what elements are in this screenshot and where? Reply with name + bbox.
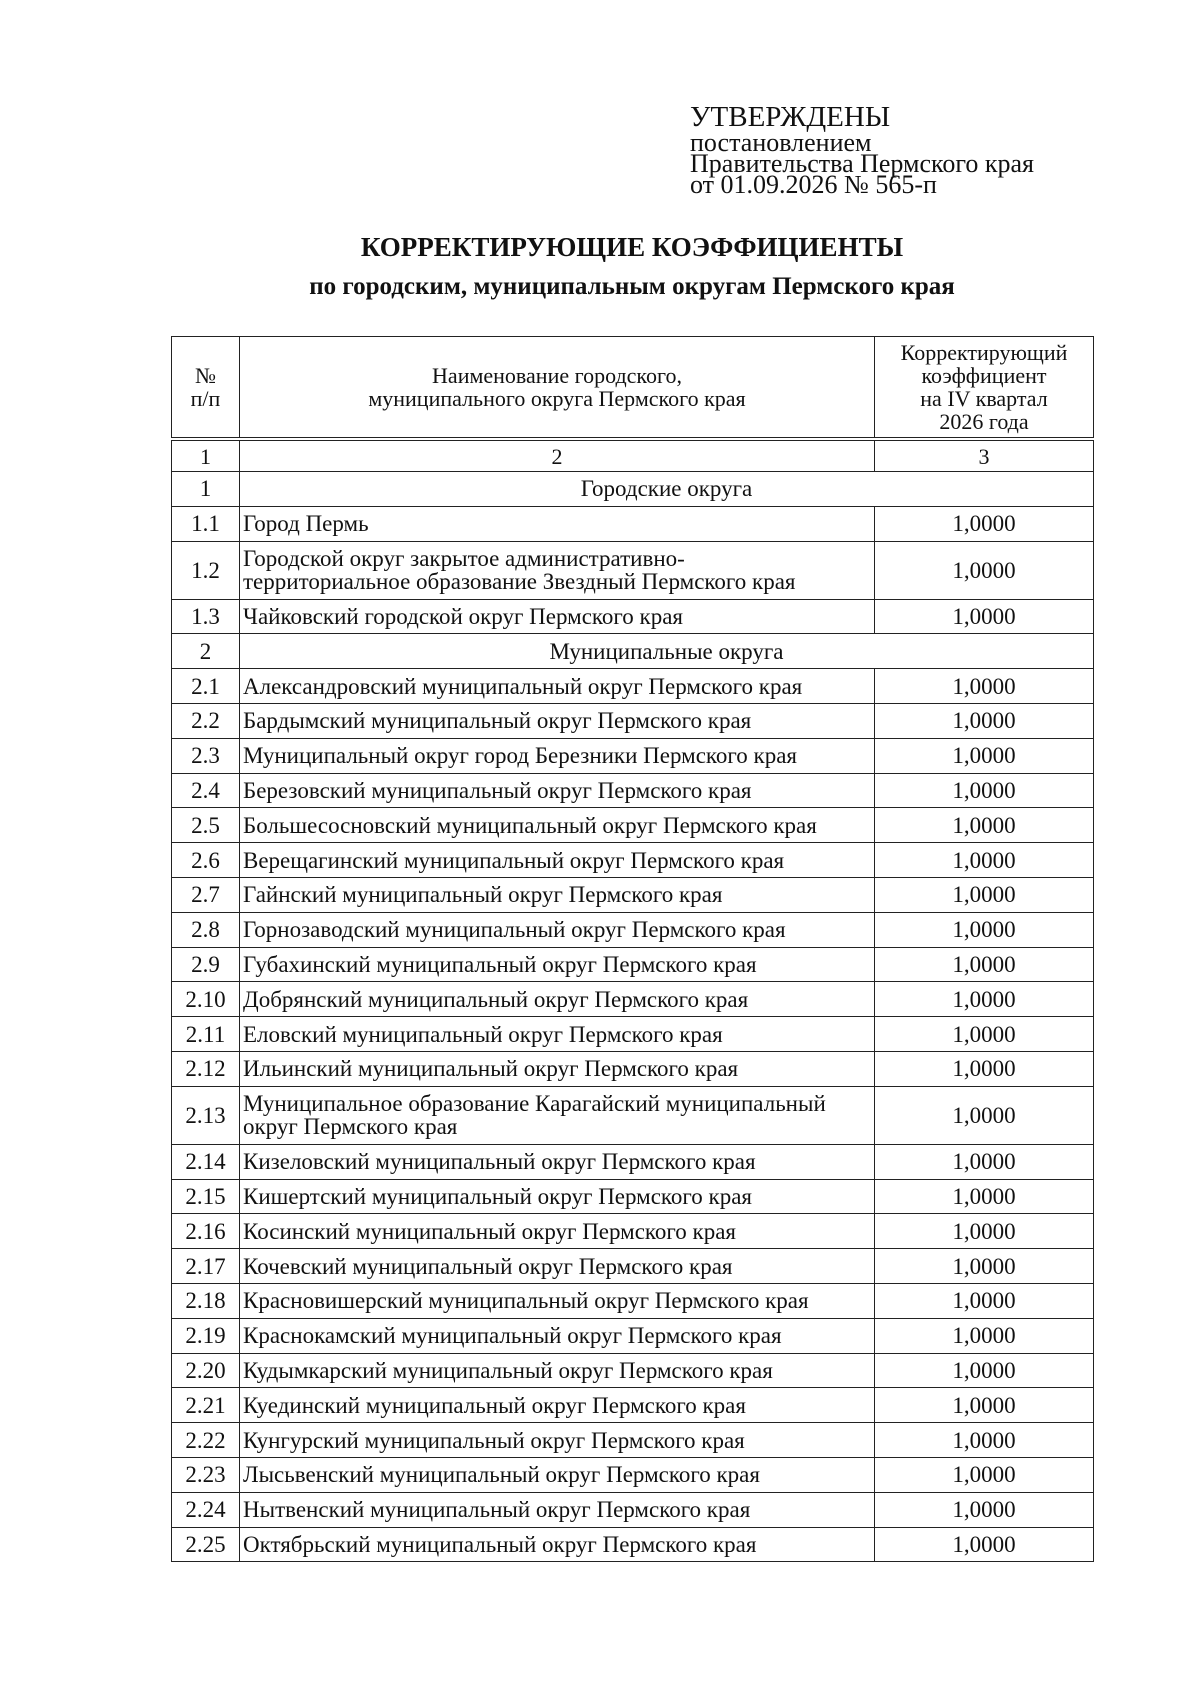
row-number: 2.20 xyxy=(172,1353,240,1388)
row-number: 2.22 xyxy=(172,1423,240,1458)
table-row xyxy=(172,1318,1094,1353)
row-number: 2.14 xyxy=(172,1144,240,1179)
header-coefficient: Корректирующий коэффициент на IV квартал 2026 года xyxy=(875,337,1094,440)
district-name: Кудымкарский муниципальный округ Пермского края xyxy=(240,1353,875,1388)
coefficient-value: 1,0000 xyxy=(875,541,1094,599)
coefficients-table xyxy=(171,336,1094,1562)
row-number: 2.4 xyxy=(172,773,240,808)
row-number: 2.7 xyxy=(172,877,240,912)
section-title: Городские округа xyxy=(240,472,1094,507)
table-row xyxy=(172,808,1094,843)
table-row xyxy=(172,1017,1094,1052)
coefficient-value: 1,0000 xyxy=(875,1283,1094,1318)
row-number: 2.11 xyxy=(172,1017,240,1052)
district-name: Бардымский муниципальный округ Пермского края xyxy=(240,703,875,738)
column-number: 1 xyxy=(172,439,240,472)
row-number: 2.13 xyxy=(172,1086,240,1144)
district-name: Александровский муниципальный округ Пермского края xyxy=(240,669,875,704)
row-number: 2.9 xyxy=(172,947,240,982)
row-number: 1.3 xyxy=(172,599,240,634)
district-name: Косинский муниципальный округ Пермского края xyxy=(240,1214,875,1249)
district-name: Гайнский муниципальный округ Пермского края xyxy=(240,877,875,912)
table-row xyxy=(172,541,1094,599)
coefficient-value: 1,0000 xyxy=(875,912,1094,947)
district-name: Березовский муниципальный округ Пермского края xyxy=(240,773,875,808)
section-row xyxy=(172,472,1094,507)
table-row xyxy=(172,1457,1094,1492)
table-row xyxy=(172,738,1094,773)
coefficient-value: 1,0000 xyxy=(875,1457,1094,1492)
section-row xyxy=(172,634,1094,669)
coefficient-value: 1,0000 xyxy=(875,506,1094,541)
table-row xyxy=(172,947,1094,982)
row-number: 2.8 xyxy=(172,912,240,947)
table-row xyxy=(172,1051,1094,1086)
row-number: 2.15 xyxy=(172,1179,240,1214)
coefficient-value: 1,0000 xyxy=(875,1492,1094,1527)
table-row xyxy=(172,1144,1094,1179)
district-name: Кишертский муниципальный округ Пермского края xyxy=(240,1179,875,1214)
row-number: 2.21 xyxy=(172,1388,240,1423)
coefficient-value: 1,0000 xyxy=(875,1086,1094,1144)
coefficient-value: 1,0000 xyxy=(875,1318,1094,1353)
coefficient-value: 1,0000 xyxy=(875,982,1094,1017)
row-number: 2.18 xyxy=(172,1283,240,1318)
district-name: Октябрьский муниципальный округ Пермского края xyxy=(240,1527,875,1562)
coefficient-value: 1,0000 xyxy=(875,773,1094,808)
district-name: Муниципальный округ город Березники Пермского края xyxy=(240,738,875,773)
table-row xyxy=(172,773,1094,808)
district-name: Ильинский муниципальный округ Пермского края xyxy=(240,1051,875,1086)
table-row xyxy=(172,1527,1094,1562)
row-number: 2.23 xyxy=(172,1457,240,1492)
coefficient-value: 1,0000 xyxy=(875,599,1094,634)
row-number: 1 xyxy=(172,472,240,507)
table-row xyxy=(172,599,1094,634)
coefficient-value: 1,0000 xyxy=(875,843,1094,878)
district-name: Город Пермь xyxy=(240,506,875,541)
row-number: 2.16 xyxy=(172,1214,240,1249)
coefficient-value: 1,0000 xyxy=(875,669,1094,704)
table-row xyxy=(172,1423,1094,1458)
row-number: 2.24 xyxy=(172,1492,240,1527)
coefficient-value: 1,0000 xyxy=(875,877,1094,912)
coefficient-value: 1,0000 xyxy=(875,1527,1094,1562)
table-row xyxy=(172,1353,1094,1388)
table-row xyxy=(172,1179,1094,1214)
column-number: 3 xyxy=(875,439,1094,472)
district-name: Верещагинский муниципальный округ Пермского края xyxy=(240,843,875,878)
table-header-row xyxy=(172,337,1094,440)
approval-line: постановлением xyxy=(690,128,872,157)
row-number: 2.3 xyxy=(172,738,240,773)
coefficient-value: 1,0000 xyxy=(875,703,1094,738)
table-row xyxy=(172,1388,1094,1423)
table-row xyxy=(172,877,1094,912)
row-number: 2 xyxy=(172,634,240,669)
table-row xyxy=(172,669,1094,704)
column-number: 2 xyxy=(240,439,875,472)
district-name: Кунгурский муниципальный округ Пермского края xyxy=(240,1423,875,1458)
district-name: Чайковский городской округ Пермского края xyxy=(240,599,875,634)
coefficient-value: 1,0000 xyxy=(875,1353,1094,1388)
row-number: 2.12 xyxy=(172,1051,240,1086)
district-name: Красновишерский муниципальный округ Пермского края xyxy=(240,1283,875,1318)
district-name: Губахинский муниципальный округ Пермского края xyxy=(240,947,875,982)
approval-stamp xyxy=(690,101,1034,199)
coefficient-value: 1,0000 xyxy=(875,1423,1094,1458)
coefficient-value: 1,0000 xyxy=(875,808,1094,843)
district-name: Кизеловский муниципальный округ Пермского края xyxy=(240,1144,875,1179)
row-number: 1.1 xyxy=(172,506,240,541)
district-name: Муниципальное образование Карагайский муниципальный округ Пермского края xyxy=(240,1086,875,1144)
row-number: 1.2 xyxy=(172,541,240,599)
coefficient-value: 1,0000 xyxy=(875,1179,1094,1214)
district-name: Лысьвенский муниципальный округ Пермского края xyxy=(240,1457,875,1492)
table-body xyxy=(172,472,1094,1562)
row-number: 2.6 xyxy=(172,843,240,878)
district-name: Краснокамский муниципальный округ Пермского края xyxy=(240,1318,875,1353)
coefficient-value: 1,0000 xyxy=(875,1249,1094,1284)
coefficient-value: 1,0000 xyxy=(875,1144,1094,1179)
coefficient-value: 1,0000 xyxy=(875,1017,1094,1052)
district-name: Куединский муниципальный округ Пермского края xyxy=(240,1388,875,1423)
district-name: Большесосновский муниципальный округ Пермского края xyxy=(240,808,875,843)
table-row xyxy=(172,1214,1094,1249)
district-name: Горнозаводский муниципальный округ Пермского края xyxy=(240,912,875,947)
row-number: 2.10 xyxy=(172,982,240,1017)
coefficient-value: 1,0000 xyxy=(875,738,1094,773)
table-row xyxy=(172,843,1094,878)
coefficient-value: 1,0000 xyxy=(875,1388,1094,1423)
row-number: 2.2 xyxy=(172,703,240,738)
document-subtitle: по городским, муниципальным округам Пермского края xyxy=(309,273,955,300)
district-name: Нытвенский муниципальный округ Пермского края xyxy=(240,1492,875,1527)
row-number: 2.17 xyxy=(172,1249,240,1284)
table-row xyxy=(172,912,1094,947)
row-number: 2.1 xyxy=(172,669,240,704)
district-name: Кочевский муниципальный округ Пермского края xyxy=(240,1249,875,1284)
table-row xyxy=(172,1249,1094,1284)
row-number: 2.19 xyxy=(172,1318,240,1353)
district-name: Еловский муниципальный округ Пермского края xyxy=(240,1017,875,1052)
coefficient-value: 1,0000 xyxy=(875,1051,1094,1086)
table-row xyxy=(172,1283,1094,1318)
row-number: 2.25 xyxy=(172,1527,240,1562)
document-title: КОРРЕКТИРУЮЩИЕ КОЭФФИЦИЕНТЫ xyxy=(360,232,904,262)
column-numbers-row xyxy=(172,439,1094,472)
approval-date-number: от 01.09.2026 № 565-п xyxy=(690,170,937,199)
table-row xyxy=(172,506,1094,541)
section-title: Муниципальные округа xyxy=(240,634,1094,669)
table-row xyxy=(172,1492,1094,1527)
header-number: № п/п xyxy=(172,337,240,440)
district-name: Добрянский муниципальный округ Пермского края xyxy=(240,982,875,1017)
row-number: 2.5 xyxy=(172,808,240,843)
table-row xyxy=(172,1086,1094,1144)
coefficient-value: 1,0000 xyxy=(875,1214,1094,1249)
coefficient-value: 1,0000 xyxy=(875,947,1094,982)
approval-heading: УТВЕРЖДЕНЫ xyxy=(690,101,891,133)
approval-line: Правительства Пермского края xyxy=(690,149,1034,178)
header-name: Наименование городского, муниципального округа Пермского края xyxy=(240,337,875,440)
district-name: Городской округ закрытое административно- территориальное образование Звездный Пермского края xyxy=(240,541,875,599)
table-row xyxy=(172,703,1094,738)
table-row xyxy=(172,982,1094,1017)
